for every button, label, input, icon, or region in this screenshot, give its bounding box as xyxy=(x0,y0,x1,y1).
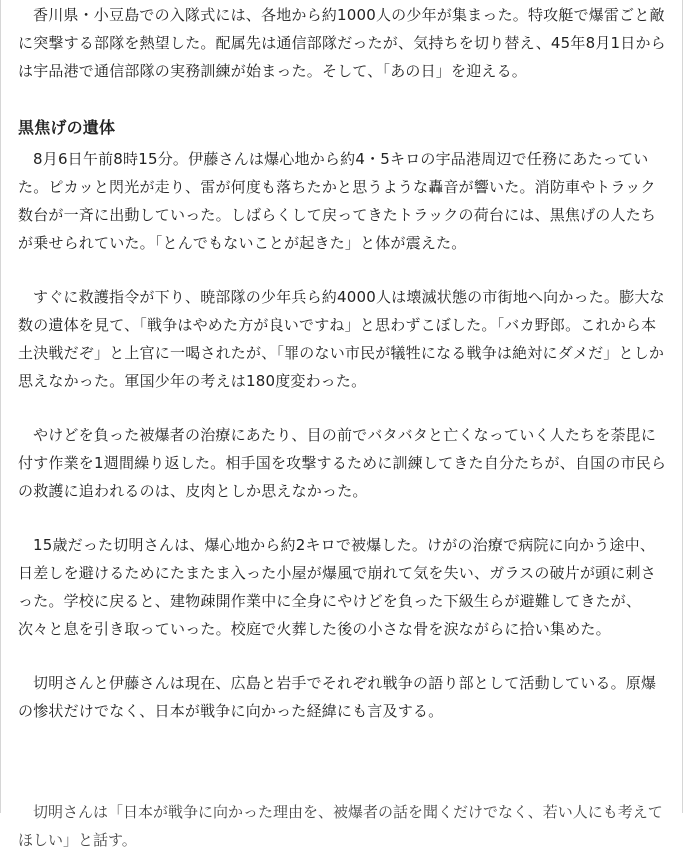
article-body xyxy=(18,0,668,725)
paragraph-4: やけどを負った被爆者の治療にあたり、目の前でバタバタと亡くなっていく人たちを荼毘に付す作業を1週間繰り返した。相手国を攻撃するために訓練してきた自分たちが、自国の市民らの救護に追われるのは、皮肉としか思えなかった。 xyxy=(18,426,667,500)
paragraph-2: 8月6日午前8時15分。伊藤さんは爆心地から約4・5キロの宇品港周辺で任務にあたっていた。ピカッと閃光が走り、雷が何度も落ちたかと思うような轟音が響いた。消防車やトラック数台が一斉に出動していった。しばらくして戻ってきたトラックの荷台には、黒焦げの人たちが乗せられていた。「とんでもないことが起きた」と体が震えた。 xyxy=(18,150,657,252)
paragraph-6: 切明さんと伊藤さんは現在、広島と岩手でそれぞれ戦争の語り部として活動している。原爆の惨状だけでなく、日本が戦争に向かった経緯にも言及する。 xyxy=(18,674,657,720)
paragraph-1: 香川県・小豆島での入隊式には、各地から約1000人の少年が集まった。特攻艇で爆雷ごと敵に突撃する部隊を熱望した。配属先は通信部隊だったが、気持ちを切り替え、45年8月1日からは宇品港で通信部隊の実務訓練が始まった。そして、「あの日」を迎える。 xyxy=(18,6,666,80)
paragraph-7-partial xyxy=(18,798,668,849)
paragraph-3: すぐに救護指令が下り、暁部隊の少年兵ら約4000人は壊滅状態の市街地へ向かった。膨大な数の遺体を見て、「戦争はやめた方が良いですね」と思わずこぼした。「バカ野郎。これから本土決戦だぞ」と上官に一喝されたが、「罪のない市民が犠牲になる戦争は絶対にダメだ」としか思えなかった。軍国少年の考えは180度変わった。 xyxy=(18,288,665,390)
section-heading: 黒焦げの遺体 xyxy=(18,118,116,137)
paragraph-5: 15歳だった切明さんは、爆心地から約2キロで被爆した。けがの治療で病院に向かう途中、日差しを避けるためにたまたま入った小屋が爆風で崩れて気を失い、ガラスの破片が頭に刺さった。学校に戻ると、建物疎開作業中に全身にやけどを負った下級生らが避難してきたが、次々と息を引き取っていった。校庭で火葬した後の小さな骨を涙ながらに拾い集めた。 xyxy=(18,536,656,638)
paragraph-7-text: 切明さんは「日本が戦争に向かった理由を、被爆者の話を聞くだけでなく、若い人にも考えてほしい」と話す。 xyxy=(18,803,663,849)
